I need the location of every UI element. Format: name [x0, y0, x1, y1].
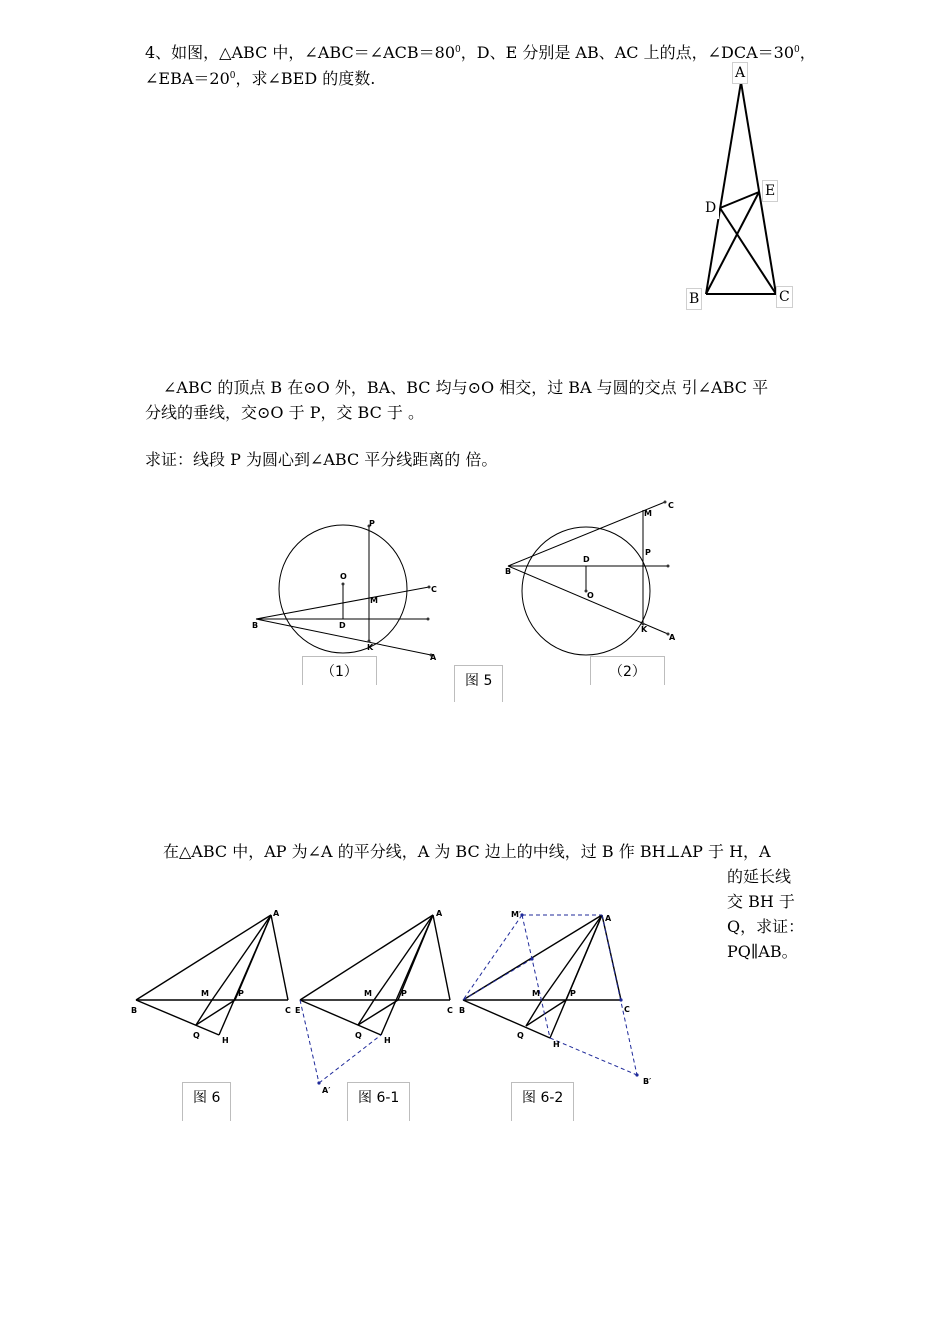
fig6-label-q: Q — [193, 1031, 200, 1040]
fig6-label-h: H — [222, 1036, 229, 1045]
problem4-line2: $\angle EBA=20^0$，求∠BED 的度数. — [145, 69, 376, 88]
fig6-1-caption: 图 6-1 — [347, 1082, 410, 1121]
fig6-2-label-a: A — [605, 914, 612, 923]
problem5-line3: 求证：线段 P 为圆心到∠ABC 平分线距离的 倍。 — [145, 450, 498, 469]
fig2-label-o: O — [587, 591, 594, 600]
problem4-line1: 4、如图，△ABC 中，$\angle ABC=\angle ACB=80^0$，D、E 分别是 AB、AC 上的点，$\angle DCA=30^0$， — [145, 43, 816, 62]
fig6-2-label-p: P — [570, 989, 576, 998]
problem6-side1: 的延长线 — [727, 867, 792, 886]
fig1-label-c: C — [431, 585, 437, 594]
fig6-label-p: P — [238, 989, 244, 998]
fig6-label-m: M — [201, 989, 209, 998]
fig6-2-label-m: M — [532, 989, 540, 998]
fig6-2-label-c: C — [624, 1005, 630, 1014]
fig6-label-a: A — [273, 909, 280, 918]
fig5-1-caption: （1） — [302, 656, 377, 685]
fig6-1-label-m: M — [364, 989, 372, 998]
fig6-2-caption: 图 6-2 — [511, 1082, 574, 1121]
fig6-2-label-h: H — [553, 1040, 560, 1049]
fig6-1-label-q: Q — [355, 1031, 362, 1040]
fig6-2-label-b: B — [459, 1006, 466, 1015]
problem4-label-e: E — [762, 180, 778, 202]
fig6-1-label-a: A — [436, 909, 443, 918]
fig1-label-p: P — [369, 519, 375, 528]
fig5-2-caption: （2） — [590, 656, 665, 685]
fig1-label-b: B — [252, 621, 259, 630]
fig6-1-label-c: C — [447, 1006, 453, 1015]
fig5-caption: 图 5 — [454, 665, 503, 702]
fig1-label-a: A — [430, 653, 437, 662]
problem6-side3: Q，求证： — [727, 917, 805, 936]
fig6-label-c: C — [285, 1006, 291, 1015]
fig6-caption: 图 6 — [182, 1082, 231, 1121]
fig6-label-b: B — [131, 1006, 138, 1015]
fig1-label-k: K — [367, 643, 374, 652]
problem5-line1: ∠ABC 的顶点 B 在⊙O 外，BA、BC 均与⊙O 相交，过 BA 与圆的交点 引∠ABC 平 — [163, 378, 769, 397]
problem4-label-d: D — [702, 197, 719, 219]
fig6-1-label-e: E — [295, 1006, 301, 1015]
fig1-label-d: D — [339, 621, 346, 630]
fig6-2-label-bprime: B′ — [643, 1077, 652, 1086]
fig2-label-p: P — [645, 548, 651, 557]
fig2-label-b: B — [505, 567, 512, 576]
fig2-label-k: K — [641, 625, 648, 634]
problem4-label-c: C — [776, 286, 793, 308]
problem4-label-b: B — [686, 288, 702, 310]
problem6-line1: 在△ABC 中，AP 为∠A 的平分线，A 为 BC 边上的中线，过 B 作 BH⊥AP 于 H，A — [163, 842, 771, 861]
problem4-label-a: A — [732, 62, 748, 84]
fig2-label-m: M — [644, 509, 652, 518]
fig1-label-o: O — [340, 572, 347, 581]
fig2-label-c: C — [668, 501, 674, 510]
problem5-line2: 分线的垂线，交⊙O 于 P，交 BC 于 。 — [145, 403, 425, 422]
fig6-1-label-aprime: A′ — [322, 1086, 331, 1095]
fig1-label-m: M — [370, 596, 378, 605]
problem6-side2: 交 BH 于 — [727, 892, 795, 911]
fig6-1-label-h: H — [384, 1036, 391, 1045]
fig6-1-label-p: P — [401, 989, 407, 998]
fig2-label-a: A — [669, 633, 676, 642]
fig6-2-label-q: Q — [517, 1031, 524, 1040]
problem6-side4: PQ∥AB。 — [727, 942, 798, 961]
fig2-label-d: D — [583, 555, 590, 564]
fig6-2-label-mprime: M′ — [511, 910, 522, 919]
